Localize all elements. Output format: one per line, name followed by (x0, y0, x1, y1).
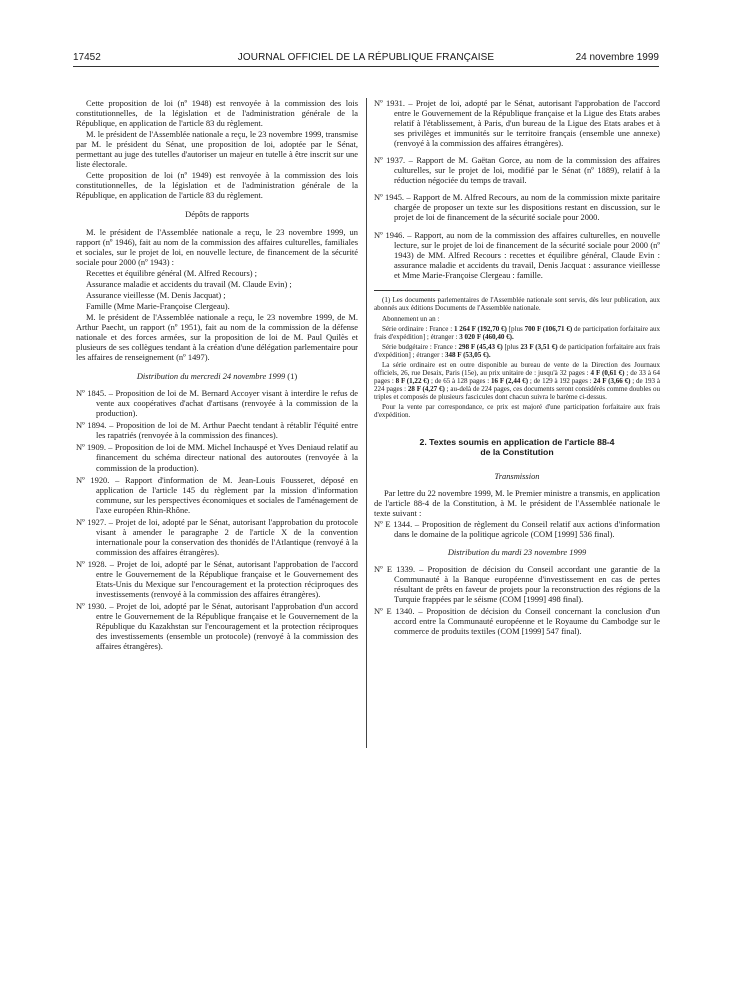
footnote-ref: (1) (285, 371, 298, 382)
footnote-text: Pour la vente par correspondance, ce prix est majoré d'une participation forfaitaire aux frais d'expédition. (374, 403, 660, 420)
price: 24 F (3,66 €) (593, 377, 631, 386)
document-item: Nº 1931. – Projet de loi, adopté par le Sénat, autorisant l'approbation de l'accord entre le Gouvernement de la République française et la Ligue des Etats arabes relatif à l'établissement, à Paris, d'un bureau de la Ligue des Etats arabes et à ses privilèges et immunités sur le territoire français (ensemble une annexe) (renvoyé à la commission des affaires étrangères). (374, 98, 661, 149)
item-number: Nº 1945. (374, 192, 405, 203)
distribution-heading-text: Distribution du mercredi 24 novembre 1999 (136, 371, 286, 382)
page-header (73, 52, 659, 66)
document-item: Nº 1909. – Proposition de loi de MM. Michel Inchauspé et Yves Deniaud relatif au financement du schéma directeur national des autoroutes (renvoyée à la commission de la production). (76, 442, 358, 473)
paragraph: M. le président de l'Assemblée nationale a reçu, le 23 novembre 1999, transmise par M. le président du Sénat, une proposition de loi, adoptée par le Sénat, permettant au juge des tutelles d'autoriser un majeur en tutelle à être inscrit sur une liste électorale. (76, 129, 358, 170)
page-number: 17452 (73, 52, 101, 63)
journal-title: JOURNAL OFFICIEL DE LA RÉPUBLIQUE FRANÇAISE (237, 52, 495, 63)
item-number: Nº 1937. (374, 155, 406, 166)
footnote (374, 296, 660, 420)
list-item: Assurance maladie et accidents du travail (M. Claude Evin) ; (86, 278, 292, 289)
document-item: Nº 1894. – Proposition de loi de M. Arthur Paecht tendant à rétablir l'équité entre les rapatriés (renvoyée à la commission des finances). (76, 420, 358, 441)
price: 8 F (1,22 €) (395, 377, 430, 386)
item-number: Nº 1894. (76, 420, 107, 431)
item-text: Projet de loi, adopté par le Sénat, autorisant l'approbation de l'accord entre le Gouvernement de la République française et le Gouvernement des Etats-Unis du Mexique sur l'encouragement et la protection réciproques des investissements (renvoyé à la commission des affaires étrangères). (96, 558, 358, 600)
footnote-text: (1) Les documents parlementaires de l'Assemblée nationale sont servis, dès leur publication, aux abonnés aux éditions Documents de l'Assemblée nationale. (374, 295, 660, 312)
document-item: Nº 1845. – Proposition de loi de M. Bernard Accoyer visant à interdire le refus de vente aux coopératives d'achat d'artisans (renvoyée à la commission de la production). (76, 388, 358, 419)
footnote-text: [plus (506, 324, 525, 333)
right-column (374, 98, 660, 638)
paragraph: Cette proposition de loi (nº 1949) est renvoyée à la commission des lois constitutionnelles, de la législation et de l'administration générale de la République, en application de l'article 83 du règlement. (76, 170, 358, 201)
item-number: Nº 1930. (76, 601, 107, 612)
footnote-rule (374, 290, 440, 291)
price: 700 F (106,71 €) (524, 324, 573, 333)
item-text: Proposition de décision du Conseil accordant une garantie de la Communauté à la Banque européenne d'investissement en cas de pertes résultant de prêts en faveur de projets pour la reconstruction des régions de la Turquie frappées par le séisme (COM [1999] 498 final). (394, 563, 660, 605)
distribution-heading: Distribution du mardi 23 novembre 1999 (447, 546, 587, 557)
document-item: Nº 1937. – Rapport de M. Gaëtan Gorce, au nom de la commission des affaires culturelles, sur le projet de loi, modifié par le Sénat (nº 1889), relatif à la réduction négociée du temps de travail. (374, 155, 661, 186)
footnote-text: ; de 33 à 64 pages : (374, 368, 660, 386)
item-text: Proposition de loi de M. Arthur Paecht tendant à rétablir l'équité entre les rapatriés (renvoyée à la commission des finances). (96, 420, 358, 441)
document-item: Nº E 1339. – Proposition de décision du Conseil accordant une garantie de la Communauté à la Banque européenne d'investissement en cas de pertes résultant de prêts en faveur de projets pour la reconstruction des régions de la Turquie frappées par le séisme (COM [1999] 498 final). (374, 563, 660, 605)
section-heading-line: 2. Textes soumis en application de l'article 88-4 (419, 436, 615, 447)
document-item: Nº E 1344. – Proposition de règlement du Conseil relatif aux actions d'information dans le domaine de la politique agricole (COM [1999] 536 final). (374, 518, 660, 539)
footnote-text: de participation forfaitaire aux frais d'expédition] ; étranger : (374, 342, 660, 359)
item-number: Nº 1845. (76, 388, 107, 399)
price: 4 F (0,61 €) (590, 368, 625, 377)
item-text: Projet de loi, adopté par le Sénat, autorisant l'approbation de l'accord entre le Gouvernement de la République française et la Ligue des Etats arabes relatif à l'établissement, à Paris, d'un bureau de la Ligue des Etats arabes et à ses privilèges et immunités sur le territoire français (ensemble une annexe) (renvoyé à la commission des affaires étrangères). (394, 98, 661, 149)
item-number: Nº 1909. (76, 442, 106, 453)
item-number: Nº E 1344. (374, 518, 413, 529)
header-rule (73, 66, 659, 67)
paragraph: Par lettre du 22 novembre 1999, M. le Premier ministre a transmis, en application de l'article 88-4 de la Constitution, à M. le président de l'Assemblée nationale le texte suivant : (374, 487, 660, 518)
item-number: Nº 1920. (76, 474, 110, 485)
document-item: Nº 1927. – Projet de loi, adopté par le Sénat, autorisant l'approbation du protocole visant à amender le paragraphe 2 de l'article X de la convention internationale pour la conservation des thonidés de l'Atlantique (renvoyé à la commission des affaires étrangères). (76, 516, 358, 557)
item-number: Nº 1946. (374, 229, 405, 240)
document-item: Nº 1928. – Projet de loi, adopté par le Sénat, autorisant l'approbation de l'accord entre le Gouvernement de la République française et le Gouvernement des Etats-Unis du Mexique sur l'encouragement et la protection réciproques des investissements (renvoyé à la commission des affaires étrangères). (76, 558, 358, 600)
footnote-text: ; de 193 à 224 pages : (374, 377, 660, 394)
footnote-text: ; de 129 à 192 pages : (528, 377, 594, 386)
list-item: Assurance vieillesse (M. Denis Jacquat) ; (86, 289, 226, 300)
transmission-heading: Transmission (494, 470, 540, 481)
item-text: Proposition de décision du Conseil concernant la conclusion d'un accord entre la Communauté européenne et le Royaume du Cambodge sur le commerce de produits textiles (COM [1999] 547 final). (394, 606, 661, 637)
price: 23 F (3,51 €) (520, 342, 558, 351)
section-heading-depots: Dépôts de rapports (185, 209, 249, 220)
footnote-text: Abonnement un an : (382, 315, 440, 324)
section-heading-88-4 (374, 437, 660, 458)
footnote-unit-prices (374, 361, 660, 402)
price: 298 F (45,43 €) (458, 342, 503, 351)
item-number: Nº 1931. (374, 98, 406, 108)
document-item: Nº 1920. – Rapport d'information de M. Jean-Louis Fousseret, déposé en application de l'article 145 du règlement par la mission d'information commune, sur les perspectives économiques et sociales de l'aménagement de l'axe européen Rhin-Rhône. (76, 474, 358, 515)
footnote-text: Série budgétaire : France : (382, 342, 459, 351)
footnote-price-budget (374, 343, 660, 359)
column-separator (366, 98, 367, 748)
footnote-price-ordinary (374, 325, 660, 341)
footnote-text: ; au-delà de 224 pages, ces documents seront considérés comme doubles ou triples et composés de plusieurs fascicules dont chacun suivra le barème ci-dessus. (374, 385, 660, 402)
footnote-text: La série ordinaire est en outre disponible au bureau de vente de la Direction des Journaux officiels, 26, rue Desaix, Paris (15e), au prix unitaire de : jusqu'à 32 pages : (374, 360, 660, 377)
item-text: Rapport d'information de M. Jean-Louis Fousseret, déposé en application de l'article 145 du règlement par la mission d'information commune, sur les perspectives économiques et sociales de l'aménagement de l'axe européen Rhin-Rhône. (96, 474, 358, 515)
item-text: Projet de loi, adopté par le Sénat, autorisant l'approbation d'un accord entre le Gouvernement de la République française et le Gouvernement de la République du Kazakhstan sur l'encouragement et la protection réciproques des investissements (ensemble un protocole) (renvoyé à la commission des affaires étrangères). (96, 601, 358, 652)
price: 1 264 F (192,70 €) (453, 324, 507, 333)
price: 3 020 F (460,40 €). (459, 333, 514, 342)
list-item: Famille (Mme Marie-Françoise Clergeau). (86, 300, 230, 311)
item-number: Nº E 1340. (374, 606, 415, 617)
item-text: Projet de loi, adopté par le Sénat, autorisant l'approbation du protocole visant à amender le paragraphe 2 de l'article X de la convention internationale pour la conservation des thonidés de l'Atlantique (renvoyé à la commission des affaires étrangères). (96, 516, 358, 557)
left-column (76, 98, 358, 653)
list-item: Recettes et équilibre général (M. Alfred Recours) ; (86, 267, 258, 278)
item-text: Rapport de M. Gaëtan Gorce, au nom de la commission des affaires culturelles, sur le projet de loi, modifié par le Sénat (nº 1889), relatif à la réduction négociée du temps de travail. (394, 155, 661, 186)
document-item: Nº 1946. – Rapport, au nom de la commission des affaires culturelles, en nouvelle lecture, sur le projet de loi de financement de la sécurité sociale pour 2000 (nº 1943) de MM. Alfred Recours : recettes et équilibre général, Claude Evin : assurance maladie et accidents du travail, Denis Jacquat : assurance vieillesse et Mme Marie-Françoise Clergeau : famille. (374, 229, 661, 280)
price: 348 F (53,05 €). (444, 350, 491, 359)
item-text: Proposition de loi de MM. Michel Inchauspé et Yves Deniaud relatif au financement du schéma directeur national des autoroutes (renvoyée à la commission de la production). (96, 442, 358, 473)
footnote-text: ; de 65 à 128 pages : (429, 377, 491, 386)
price: 28 F (4,27 €) (407, 385, 445, 394)
item-number: Nº E 1339. (374, 563, 416, 574)
distribution-heading (76, 371, 358, 381)
paragraph: M. le président de l'Assemblée nationale a reçu, le 23 novembre 1999, un rapport (nº 1946), fait au nom de la commission des affaires culturelles, familiales et sociales, sur le projet de loi, en nouvelle lecture, de financement de la sécurité sociale pour 2000 (nº 1943) : (76, 226, 358, 267)
item-number: Nº 1927. (76, 516, 107, 527)
paragraph: Cette proposition de loi (nº 1948) est renvoyée à la commission des lois constitutionnelles, de la législation et de l'administration générale de la République, en application de l'article 83 du règlement. (76, 98, 358, 129)
paragraph: M. le président de l'Assemblée nationale a reçu, le 23 novembre 1999, de M. Arthur Paecht, un rapport (nº 1951), fait au nom de la commission de la défense nationale et des forces armées, sur la proposition de loi de M. Paul Quilès et plusieurs de ses collègues tendant à la création d'une délégation parlementaire pour les affaires de renseignement (nº 1497). (76, 311, 358, 363)
document-item: Nº 1945. – Rapport de M. Alfred Recours, au nom de la commission mixte paritaire chargée de proposer un texte sur les dispositions restant en discussion, sur le projet de loi de financement de la sécurité sociale pour 2000. (374, 192, 660, 223)
item-text: Rapport de M. Alfred Recours, au nom de la commission mixte paritaire chargée de proposer un texte sur les dispositions restant en discussion, sur le projet de loi de financement de la sécurité sociale pour 2000. (394, 192, 660, 223)
footnote-text: Série ordinaire : France : (382, 324, 454, 333)
document-item: Nº E 1340. – Proposition de décision du Conseil concernant la conclusion d'un accord entre la Communauté européenne et le Royaume du Cambodge sur le commerce de produits textiles (COM [1999] 547 final). (374, 606, 661, 637)
footnote-text: [plus (502, 342, 521, 351)
item-text: Rapport, au nom de la commission des affaires culturelles, en nouvelle lecture, sur le projet de loi de financement de la sécurité sociale pour 2000 (nº 1943) de MM. Alfred Recours : recettes et équilibre général, Claude Evin : assurance maladie et accidents du travail, Denis Jacquat : assurance vieillesse et Mme Marie-Françoise Clergeau : famille. (394, 229, 661, 280)
footnote-text: de participation forfaitaire aux frais d'expédition] ; étranger : (374, 324, 660, 342)
item-text: Proposition de règlement du Conseil relatif aux actions d'information dans le domaine de la politique agricole (COM [1999] 536 final). (394, 518, 660, 539)
price: 16 F (2,44 €) (490, 377, 529, 386)
item-text: Proposition de loi de M. Bernard Accoyer visant à interdire le refus de vente aux coopératives d'achat d'artisans (renvoyée à la commission de la production). (96, 388, 358, 419)
issue-date: 24 novembre 1999 (575, 52, 659, 63)
document-item: Nº 1930. – Projet de loi, adopté par le Sénat, autorisant l'approbation d'un accord entre le Gouvernement de la République française et le Gouvernement de la République du Kazakhstan sur l'encouragement et la protection réciproques des investissements (ensemble un protocole) (renvoyé à la commission des affaires étrangères). (76, 601, 358, 652)
section-heading-line: de la Constitution (480, 447, 554, 458)
item-number: Nº 1928. (76, 558, 107, 569)
